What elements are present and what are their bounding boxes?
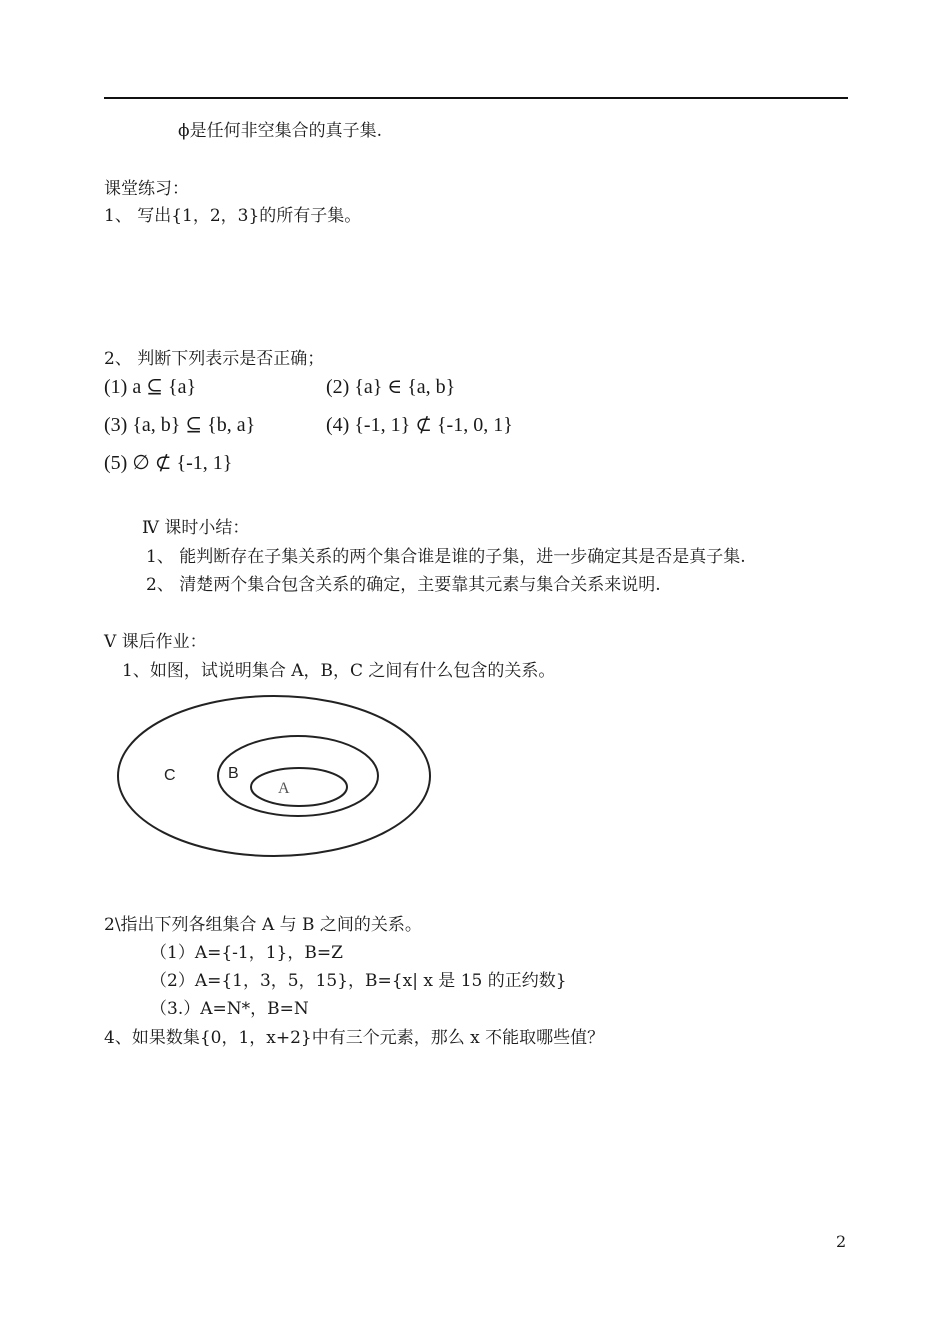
item-expression: a ⊆ {a} <box>132 376 197 398</box>
homework-question-1: 1、如图，试说明集合 A，B，C 之间有什么包含的关系。 <box>122 661 556 681</box>
exercise-question-2: 2、 判断下列表示是否正确； <box>104 349 325 369</box>
homework-heading: Ⅴ 课后作业： <box>104 632 207 652</box>
item-expression: {a, b} ⊆ {b, a} <box>132 414 256 436</box>
summary-heading: Ⅳ 课时小结： <box>142 518 250 538</box>
page-number: 2 <box>836 1232 847 1251</box>
venn-diagram <box>114 694 444 864</box>
homework-q2-item-1: （1）A={-1，1}，B=Z <box>150 943 343 963</box>
set-a-ellipse <box>251 768 347 806</box>
set-c-label: C <box>164 767 176 784</box>
item-number: (4) <box>326 414 350 436</box>
header-rule <box>104 97 848 99</box>
exercise-item-2 <box>326 374 455 400</box>
exercise-item-5 <box>104 450 232 476</box>
item-number: (2) <box>326 376 350 398</box>
item-expression: {-1, 1} ⊄ {-1, 0, 1} <box>354 414 513 436</box>
set-b-label: B <box>228 765 239 782</box>
homework-q2-item-3: （3.）A=N*，B=N <box>150 999 309 1019</box>
homework-question-4: 4、如果数集{0，1，x+2}中有三个元素，那么 x 不能取哪些值？ <box>104 1028 605 1048</box>
empty-set-note: ϕ是任何非空集合的真子集. <box>178 121 382 141</box>
item-number: (3) <box>104 414 128 436</box>
set-b-ellipse <box>218 736 378 816</box>
homework-question-2: 2\指出下列各组集合 A 与 B 之间的关系。 <box>104 915 422 935</box>
exercise-item-4 <box>326 412 513 438</box>
exercise-question-1: 1、 写出{1，2，3}的所有子集。 <box>104 206 362 226</box>
item-expression: ∅ ⊄ {-1, 1} <box>132 452 233 474</box>
exercise-item-1 <box>104 374 196 400</box>
exercise-item-3 <box>104 412 255 438</box>
item-number: (1) <box>104 376 128 398</box>
set-a-label: A <box>278 780 290 797</box>
item-expression: {a} ∈ {a, b} <box>354 376 456 398</box>
item-number: (5) <box>104 452 128 474</box>
exercise-heading: 课堂练习： <box>104 179 189 199</box>
summary-point-2: 2、 清楚两个集合包含关系的确定，主要靠其元素与集合关系来说明. <box>146 575 661 595</box>
summary-point-1: 1、 能判断存在子集关系的两个集合谁是谁的子集，进一步确定其是否是真子集. <box>146 547 746 567</box>
homework-q2-item-2: （2）A={1，3，5，15}，B={x| x 是 15 的正约数} <box>150 971 567 991</box>
